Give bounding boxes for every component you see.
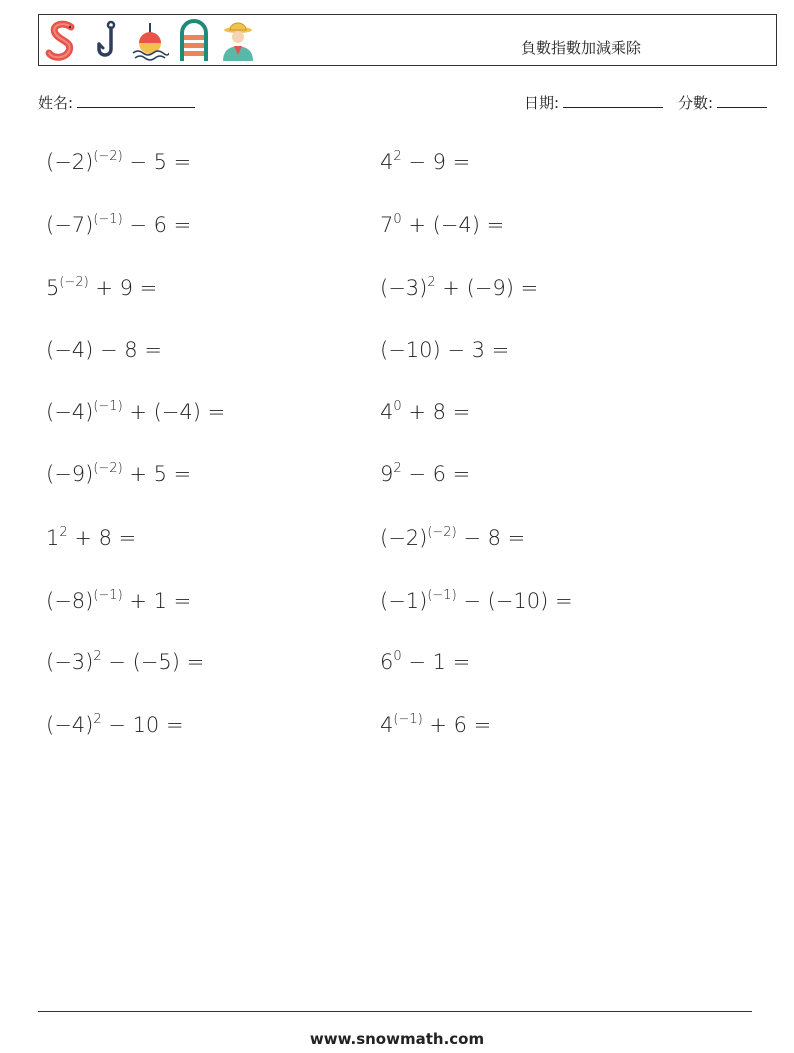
problem-item: $4^2 - 9$ =	[380, 149, 471, 174]
name-field	[38, 92, 195, 113]
problem-item: $(-2)^{(-2)} - 8$ =	[380, 525, 526, 550]
worksheet-header	[38, 14, 777, 66]
fishing-float-icon	[131, 19, 169, 63]
problem-item: $(-9)^{(-2)} + 5$ =	[46, 461, 192, 486]
problem-item: $(-2)^{(-2)} - 5$ =	[46, 149, 192, 174]
problem-item: (−4) − 8 =	[46, 338, 162, 362]
worksheet-title: 負數指數加減乘除	[521, 39, 642, 57]
problem-item: $(-4)^{(-1)} + (-4)$ =	[46, 399, 226, 424]
footer-website: www.snowmath.com	[309, 1030, 485, 1048]
problem-item: $(-4)^2 - 10$ =	[46, 712, 184, 737]
fisherman-icon	[219, 19, 257, 63]
problem-item: $(-3)^2 - (-5)$ =	[46, 649, 205, 674]
problem-item: $(-7)^{(-1)} - 6$ =	[46, 212, 192, 237]
problem-item: $4^0 + 8$ =	[380, 399, 471, 424]
problem-item: (−10) − 3 =	[380, 338, 510, 362]
footer-divider	[38, 1011, 752, 1012]
date-field	[524, 92, 663, 113]
worm-icon	[43, 19, 81, 63]
problem-item: $9^2 - 6$ =	[380, 461, 471, 486]
problem-item: $(-3)^2 + (-9)$ =	[380, 275, 539, 300]
problem-item: $1^2 + 8$ =	[46, 525, 137, 550]
problem-item: $(-8)^{(-1)} + 1$ =	[46, 588, 192, 613]
problem-item: $(-1)^{(-1)} - (-10)$ =	[380, 588, 573, 613]
problem-item: $4^{(-1)} + 6$ =	[380, 712, 492, 737]
date-blank[interactable]	[563, 93, 663, 108]
score-label: 分數:	[678, 94, 714, 112]
score-blank[interactable]	[717, 93, 767, 108]
date-label: 日期:	[524, 94, 560, 112]
ladder-icon	[175, 19, 213, 63]
name-blank[interactable]	[77, 93, 195, 108]
header-icons	[43, 19, 257, 63]
score-field	[678, 92, 767, 113]
name-label: 姓名:	[38, 94, 74, 112]
problem-item: $5^{(-2)} + 9$ =	[46, 275, 158, 300]
problem-item: $7^0 + (-4)$ =	[380, 212, 505, 237]
fishing-hook-icon	[87, 19, 125, 63]
problem-item: $6^0 - 1$ =	[380, 649, 471, 674]
